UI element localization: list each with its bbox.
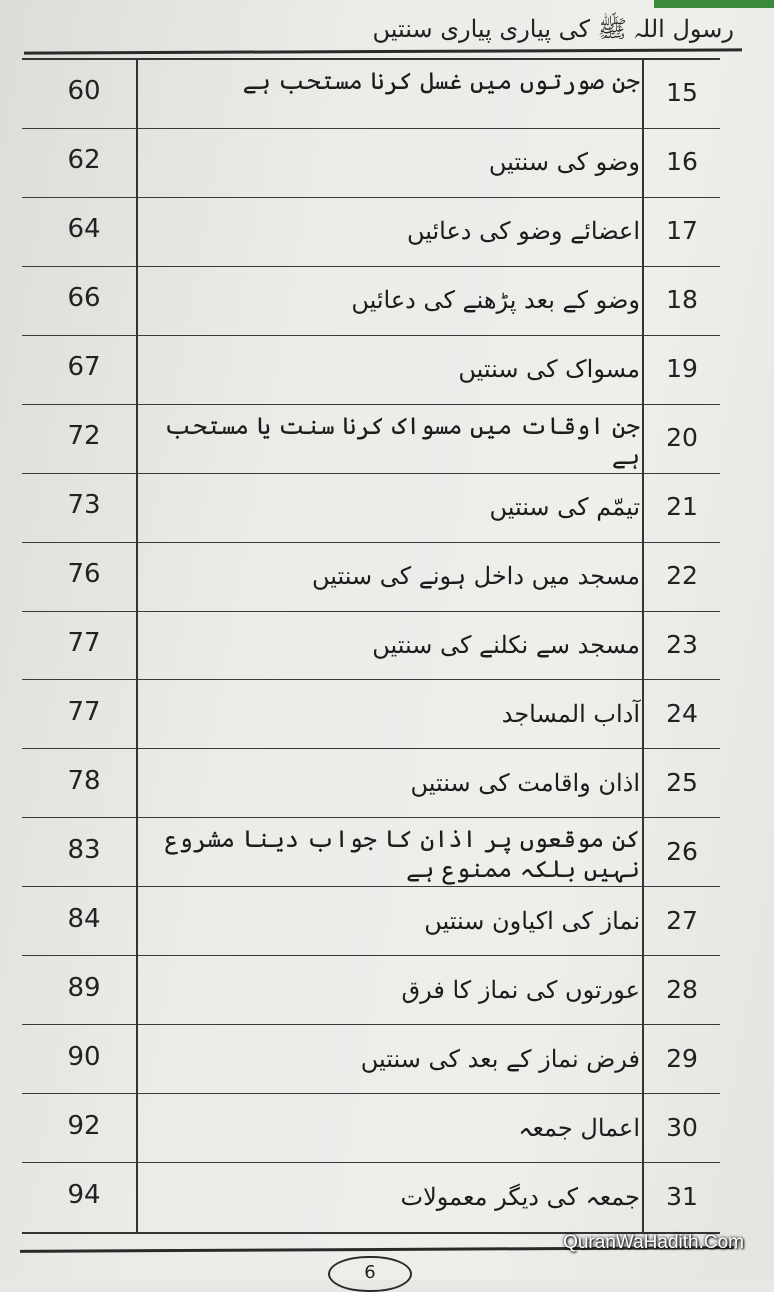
row-serial-number: 26 (666, 836, 698, 866)
row-page-number: 73 (67, 490, 101, 521)
row-page-number: 90 (67, 1041, 101, 1072)
row-serial-number: 30 (666, 1112, 698, 1142)
table-row (22, 887, 720, 956)
row-page-number: 66 (67, 283, 101, 314)
row-page-number: 77 (67, 627, 101, 658)
table-row (22, 474, 720, 543)
row-serial-number: 21 (666, 492, 698, 522)
row-serial-number: 28 (666, 974, 698, 1004)
row-serial-number: 22 (666, 561, 698, 591)
row-serial-number: 31 (666, 1181, 698, 1211)
table-row (22, 129, 720, 198)
row-page-number: 83 (67, 834, 101, 865)
table-row (22, 198, 720, 267)
row-title: مسجد سے نکلنے کی سنتیں (372, 630, 640, 659)
table-row (22, 818, 720, 887)
row-serial-number: 23 (666, 629, 698, 659)
row-title: اعمال جمعہ (518, 1113, 640, 1142)
row-title: وضو کے بعد پڑھنے کی دعائیں (351, 286, 640, 315)
row-page-number: 76 (67, 559, 101, 590)
contents-table (22, 58, 720, 1234)
row-title: فرض نماز کے بعد کی سنتیں (360, 1044, 640, 1073)
green-cover-edge (654, 0, 774, 8)
row-title: جمعہ کی دیگر معمولات (400, 1182, 640, 1211)
table-row (22, 405, 720, 474)
row-title: وضو کی سنتیں (488, 148, 640, 177)
row-page-number: 92 (67, 1110, 101, 1141)
row-title: اعضائے وضو کی دعائیں (406, 217, 640, 246)
table-row (22, 336, 720, 405)
table-row (22, 60, 720, 129)
row-page-number: 78 (67, 765, 101, 796)
row-page-number: 77 (67, 696, 101, 727)
row-serial-number: 15 (666, 78, 698, 108)
row-serial-number: 16 (666, 147, 698, 177)
running-header-title: رسول اللہ ﷺ کی پیاری پیاری سنتیں (372, 15, 734, 43)
row-page-number: 72 (67, 421, 101, 452)
row-page-number: 84 (67, 903, 101, 934)
row-serial-number: 20 (666, 423, 698, 453)
row-serial-number: 27 (666, 905, 698, 935)
table-row (22, 1094, 720, 1163)
row-serial-number: 18 (666, 285, 698, 315)
table-row (22, 1163, 720, 1232)
row-title: اذان واقامت کی سنتیں (410, 768, 640, 797)
row-serial-number: 24 (666, 698, 698, 728)
row-page-number: 64 (67, 214, 101, 245)
row-title: مسواک کی سنتیں (458, 355, 640, 384)
table-row (22, 749, 720, 818)
table-row (22, 612, 720, 681)
table-row (22, 1025, 720, 1094)
row-page-number: 67 (67, 352, 101, 383)
row-title: نماز کی اکیاون سنتیں (424, 906, 640, 935)
row-serial-number: 19 (666, 354, 698, 384)
row-title: جن صورتوں میں غسل کرنا مستحب ہے (242, 67, 640, 95)
site-watermark: QuranWaHadith.Com (563, 1232, 744, 1253)
row-page-number: 94 (67, 1179, 101, 1210)
table-row (22, 543, 720, 612)
table-row (22, 680, 720, 749)
row-title: کن موقعوں پر اذان کا جواب دینا مشروع نہیں بلکہ ممنوع ہے (164, 825, 640, 884)
row-page-number: 60 (67, 76, 101, 107)
row-serial-number: 29 (666, 1043, 698, 1073)
table-row (22, 956, 720, 1025)
page-folio: 6 (328, 1256, 412, 1292)
row-serial-number: 17 (666, 216, 698, 246)
row-title: مسجد میں داخل ہونے کی سنتیں (312, 562, 640, 591)
table-row (22, 267, 720, 336)
row-page-number: 89 (67, 972, 101, 1003)
row-title: جن اوقات میں مسواک کرنا سنت یا مستحب ہے (164, 411, 640, 470)
row-page-number: 62 (67, 145, 101, 176)
row-title: تیمّم کی سنتیں (489, 493, 640, 522)
row-serial-number: 25 (666, 767, 698, 797)
header-rule (24, 48, 742, 54)
row-title: آداب المساجد (501, 699, 640, 728)
row-title: عورتوں کی نماز کا فرق (401, 975, 640, 1004)
